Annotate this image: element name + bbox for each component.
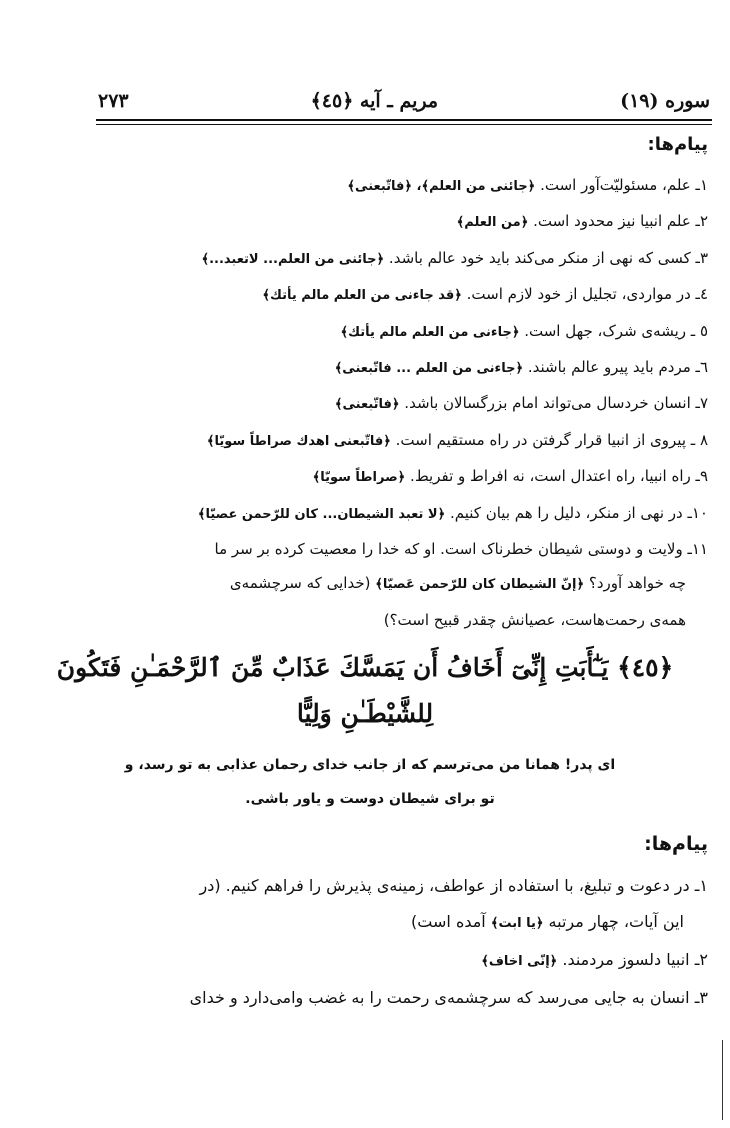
quran-quote: ﴿فاتّبعنى﴾ <box>334 397 400 413</box>
page-number: ٢٧٣ <box>98 90 129 112</box>
verse-line-2: لِلشَّيْطَـٰنِ وَلِيًّا <box>296 699 434 728</box>
message-item-8: ٨ ـ پیروی از انبیا قرار گرفتن در راه مستقیم است. ﴿فاتّبعنى اهدك صراطاً سويّا﴾ <box>206 430 708 449</box>
quran-verse <box>40 645 690 745</box>
verse-line-1: ﴿٤٥﴾ يَـٰٓأَبَتِ إِنِّىٓ أَخَافُ أَن يَمَسَّكَ عَذَابٌ مِّنَ ٱلرَّحْمَـٰنِ فَتَكُونَ <box>56 653 674 682</box>
quran-quote: ﴿جائنى من العلم﴾، ﴿فاتّبعنى﴾ <box>347 179 536 194</box>
message-item-5: ٥ ـ ریشه‌ی شرک، جهل است. ﴿جاءنى من العلم مالم يأتك﴾ <box>340 321 708 340</box>
message2-item-1: ١ـ در دعوت و تبلیغ، با استفاده از عواطف، زمینه‌ی پذیرش را فراهم کنیم. (در <box>199 876 708 895</box>
quran-quote: ﴿جاءنى من العلم مالم يأتك﴾ <box>340 324 520 340</box>
message-item-1: ١ـ علم، مسئولیّت‌آور است. ﴿جائنى من العلم﴾، ﴿فاتّبعنى﴾ <box>347 176 708 194</box>
translation-line-1: ای پدر! همانا من می‌ترسم که از جانب خدای رحمان عذابی به تو رسد، و <box>124 757 616 773</box>
message-item-11-cont: چه خواهد آورد؟ ﴿إنّ الشيطان كان للرّحمن عَصيّا﴾ (خدایی که سرچشمه‌ی <box>229 574 686 593</box>
messages-heading-2: پیام‌ها: <box>644 833 708 855</box>
quran-quote: ﴿جاءنى من العلم ... فاتّبعنى﴾ <box>334 361 524 377</box>
message2-item-3: ٣ـ انسان به جایی می‌رسد که سرچشمه‌ی رحمت را به غضب وامی‌دارد و خدای <box>189 988 708 1007</box>
message2-item-2: ٢ـ انبیا دلسوز مردمند. ﴿إنّى اخاف﴾ <box>481 950 708 969</box>
verse-translation <box>90 748 650 816</box>
surah-label: سوره (١٩) <box>620 90 710 112</box>
quran-quote: ﴿لا تعبد الشيطان... كان للرّحمن عصيّا﴾ <box>197 506 446 522</box>
message-item-2: ٢ـ علم انبیا نیز محدود است. ﴿من العلم﴾ <box>456 212 708 231</box>
messages-list <box>18 168 708 637</box>
message-item-7: ٧ـ انسان خردسال می‌تواند امام بزرگسالان باشد. ﴿فاتّبعنى﴾ <box>334 394 708 413</box>
quran-quote: ﴿صراطاً سويّا﴾ <box>312 470 406 486</box>
messages-heading: پیام‌ها: <box>647 134 708 155</box>
translation-line-2: تو برای شیطان دوست و یاور باشی. <box>245 791 495 807</box>
message-item-10: ١٠ـ در نهی از منکر، دلیل را هم بیان کنیم. ﴿لا تعبد الشيطان... كان للرّحمن عصيّا﴾ <box>197 503 708 522</box>
quran-quote: ﴿یا ابت﴾ <box>490 916 544 931</box>
message-item-4: ٤ـ در مواردی، تجلیل از خود لازم است. ﴿قد جاءنى من العلم مالم يأتك﴾ <box>262 285 708 304</box>
message-item-11: ١١ـ ولایت و دوستی شیطان خطرناک است. او که خدا را معصیت کرده بر سر ما <box>214 540 708 559</box>
message-item-11-cont2: همه‌ی رحمت‌هاست، عصیانش چقدر قبیح است؟) <box>383 610 686 629</box>
quran-quote: ﴿جائنى من العلم... لاتعبد...﴾ <box>201 251 385 267</box>
running-title: مریم ـ آیه ﴿٤٥﴾ <box>310 90 439 112</box>
header-rule <box>96 119 712 121</box>
quran-quote: ﴿إنّ الشيطان كان للرّحمن عَصيّا﴾ <box>375 577 585 593</box>
messages-list-2 <box>18 868 708 1016</box>
page-header <box>98 84 710 118</box>
scan-edge-line <box>722 1040 723 1120</box>
message2-item-1-cont: این آیات، چهار مرتبه ﴿یا ابت﴾ آمده است) <box>411 912 684 931</box>
message-item-6: ٦ـ مردم باید پیرو عالم باشند. ﴿جاءنى من العلم ... فاتّبعنى﴾ <box>334 358 708 377</box>
quran-quote: ﴿من العلم﴾ <box>456 215 529 231</box>
quran-quote: ﴿قد جاءنى من العلم مالم يأتك﴾ <box>262 288 462 304</box>
quran-quote: ﴿فاتّبعنى اهدك صراطاً سويّا﴾ <box>206 433 391 449</box>
message-item-9: ٩ـ راه انبیا، راه اعتدال است، نه افراط و تفریط. ﴿صراطاً سويّا﴾ <box>312 467 708 486</box>
message-item-3: ٣ـ کسی که نهی از منکر می‌کند باید خود عالم باشد. ﴿جائنى من العلم... لاتعبد...﴾ <box>201 248 708 267</box>
quran-quote: ﴿إنّى اخاف﴾ <box>481 954 558 969</box>
header-rule-thin <box>96 124 712 125</box>
